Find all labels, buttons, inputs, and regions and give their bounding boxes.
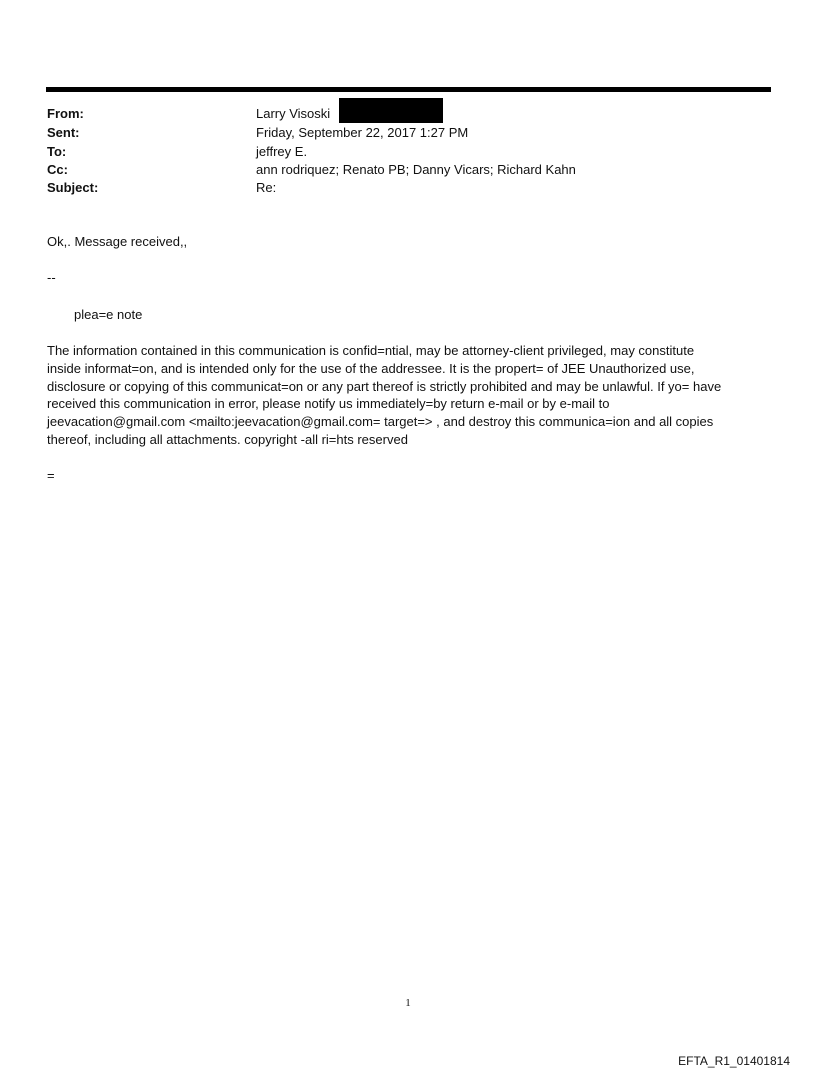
- disclaimer-line: disclosure or copying of this communicat=on or any part thereof is strictly prohibited and may be unlawful. If yo= have: [47, 378, 722, 394]
- cc-label: Cc:: [47, 162, 68, 177]
- from-label: From:: [47, 106, 84, 121]
- message-text: Ok,. Message received,,: [47, 234, 188, 249]
- disclaimer-line: jeevacation@gmail.com <mailto:jeevacation@gmail.com= target=> , and destroy this communica=ion and all copies: [47, 414, 714, 430]
- to-value: jeffrey E.: [256, 144, 308, 159]
- trailing-mark: =: [47, 468, 55, 483]
- note-text: plea=e note: [74, 307, 143, 322]
- disclaimer-line: inside informat=on, and is intended only for the use of the addressee. It is the propert= of JEE Unauthorized use,: [47, 360, 695, 376]
- signature-separator: --: [47, 270, 56, 285]
- from-value: Larry Visoski: [256, 106, 331, 121]
- header-divider: [46, 87, 771, 92]
- subject-label: Subject:: [47, 180, 99, 195]
- to-label: To:: [47, 144, 67, 159]
- page-number: 1: [405, 997, 411, 1009]
- disclaimer-line: thereof, including all attachments. copyright -all ri=hts reserved: [47, 431, 408, 447]
- sent-value: Friday, September 22, 2017 1:27 PM: [256, 125, 469, 140]
- cc-value: ann rodriquez; Renato PB; Danny Vicars; Richard Kahn: [256, 162, 576, 177]
- document-id: EFTA_R1_01401814: [678, 1054, 790, 1068]
- redaction-block: [339, 98, 443, 123]
- sent-label: Sent:: [47, 125, 80, 140]
- subject-value: Re:: [256, 180, 277, 195]
- disclaimer-paragraph: [47, 342, 767, 449]
- disclaimer-line: The information contained in this communication is confid=ntial, may be attorney-client privileged, may constitute: [47, 343, 695, 358]
- disclaimer-line: received this communication in error, please notify us immediately=by return e-mail or by e-mail to: [47, 396, 610, 412]
